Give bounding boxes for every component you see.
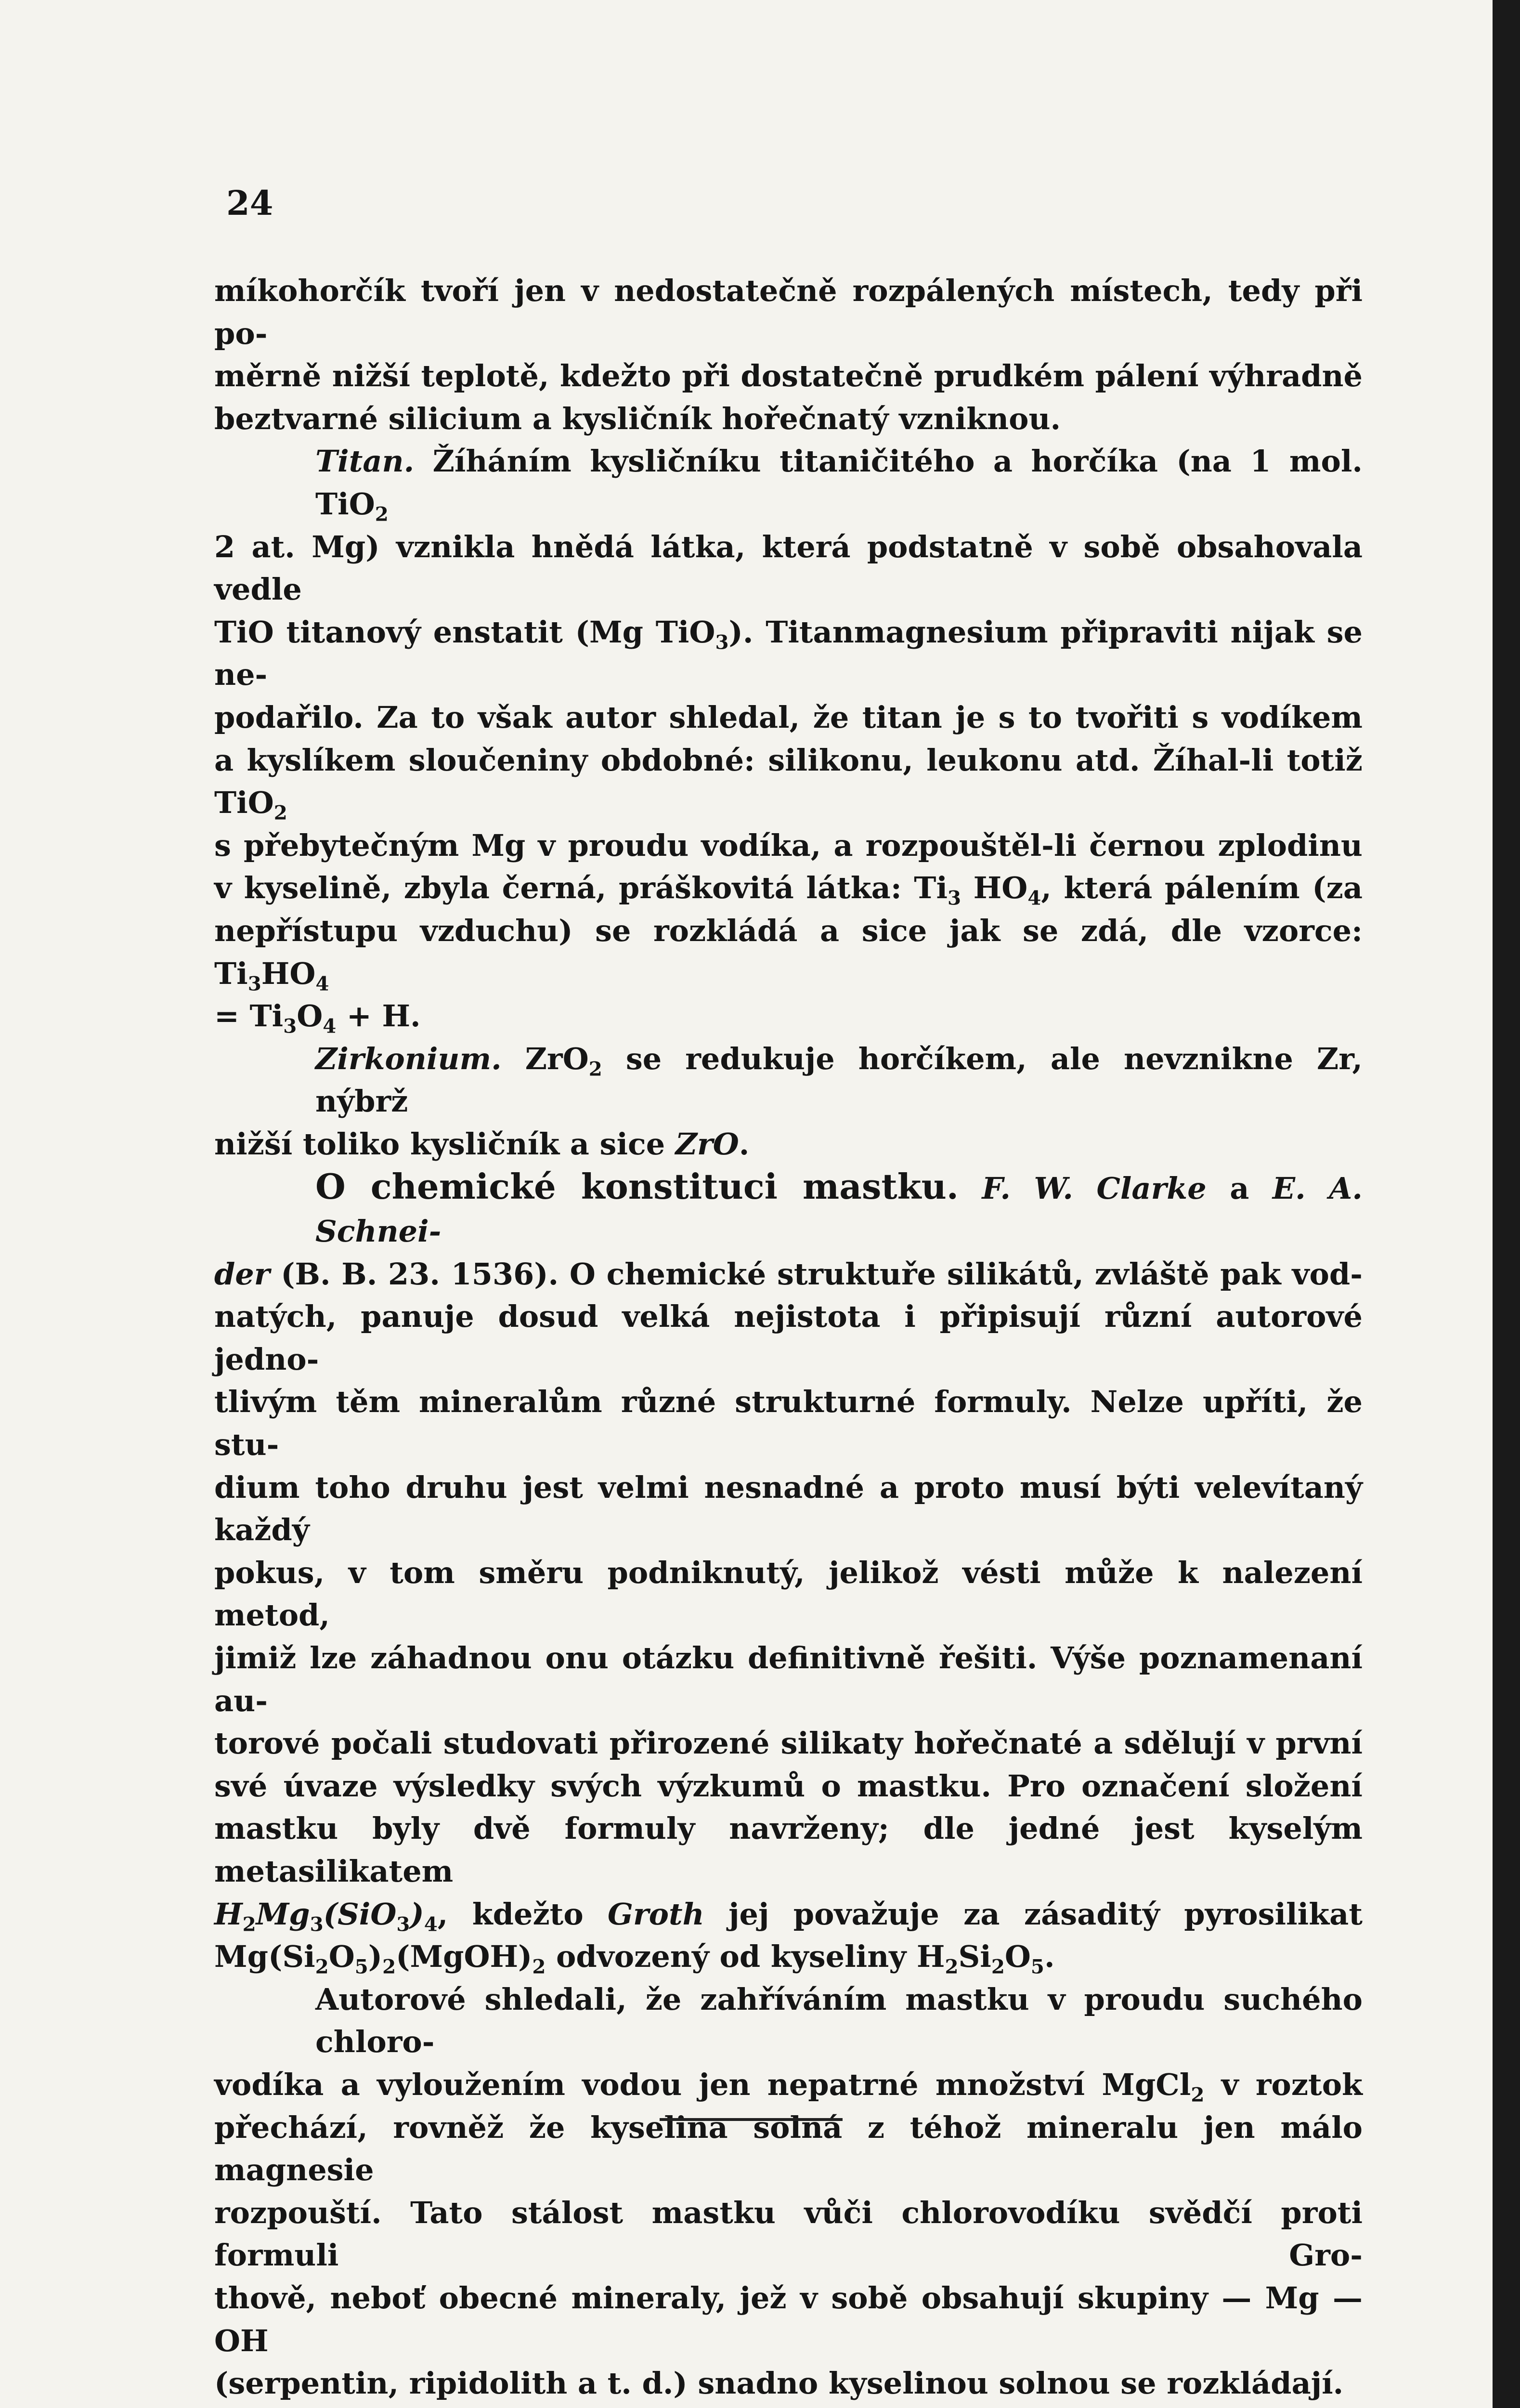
text-line: rozpouští. Tato stálost mastku vůči chlorovodíku svědčí proti formuli Gro- <box>214 2195 1363 2273</box>
text-line: thově, neboť obecné mineraly, jež v sobě obsahují skupiny — Mg — OH <box>214 2280 1363 2358</box>
text-line: Zirkonium. ZrO$_2$ se redukuje horčíkem, ale nevznikne Zr, nýbrž <box>315 1041 1363 1119</box>
text-line: = $Ti_3O_4 + H$. <box>214 998 421 1038</box>
text-line: dium toho druhu jest velmi nesnadné a proto musí býti velevítaný každý <box>214 1469 1363 1548</box>
end-rule <box>660 2118 843 2121</box>
text-line: v kyselině, zbyla černá, práškovitá látka: $Ti_3$ $HO_4$, která pálením (za <box>214 870 1363 910</box>
text-line: pokus, v tom směru podniknutý, jelikož vésti může k nalezení metod, <box>214 1555 1363 1633</box>
page-number: 24 <box>226 183 273 223</box>
author-schneider: E. A. Schnei- <box>315 1171 1363 1249</box>
section-heading-line: O chemické konstituci mastku. F. W. Clarke a E. A. Schnei- <box>315 1166 1363 1249</box>
text-line: své úvaze výsledky svých výzkumů o mastku. Pro označení složení <box>214 1768 1363 1804</box>
text-line: a kyslíkem sloučeniny obdobné: silikonu, leukonu atd. Žíhal-li totiž TiO$_2$ <box>214 742 1363 824</box>
section-heading: O chemické konstituci mastku. <box>315 1166 959 1207</box>
text-line <box>214 2405 1363 2408</box>
text-line: podařilo. Za to však autor shledal, že titan je s to tvořiti s vodíkem <box>214 699 1363 735</box>
text-line: tlivým těm mineralům různé strukturné formuly. Nelze upříti, že stu- <box>214 1384 1363 1463</box>
text-line: beztvarné silicium a kysličník hořečnatý vzniknou. <box>214 401 1061 436</box>
author-clarke: F. W. Clarke <box>982 1171 1207 1206</box>
text-line: TiO titanový enstatit (Mg TiO$_3$). Titanmagnesium připraviti nijak se ne- <box>214 614 1363 693</box>
section-label-zirkonium: Zirkonium. <box>315 1041 502 1076</box>
text-line: der (B. B. 23. 1536). O chemické struktuře silikátů, zvláště pak vod- <box>214 1256 1363 1292</box>
text-line: Autorové shledali, že zahříváním mastku v proudu suchého chloro- <box>315 1981 1363 2060</box>
text-line: přechází, rovněž že kyselina solná z téhož mineralu jen málo magnesie <box>214 2109 1363 2188</box>
text-line: nepřístupu vzduchu) se rozkládá a sice jak se zdá, dle vzorce: $Ti_3HO_4$ <box>214 913 1363 995</box>
text-line: měrně nižší teplotě, kdežto při dostatečně prudkém pálení výhradně <box>214 358 1363 394</box>
text-line: vodíka a vyloužením vodou jen nepatrné množství MgCl$_2$ v roztok <box>214 2067 1363 2107</box>
text-line: $H_2Mg_3(SiO_3)_4$, kdežto Groth jej považuje za zásaditý pyrosilikat <box>214 1896 1363 1936</box>
text-line: nižší toliko kysličník a sice ZrO. <box>214 1126 750 1162</box>
body-text <box>214 270 1363 2408</box>
text-line: 2 at. Mg) vznikla hnědá látka, která podstatně v sobě obsahovala vedle <box>214 529 1363 607</box>
text-line: (serpentin, ripidolith a t. d.) snadno kyselinou solnou se rozkládají. <box>214 2366 1344 2401</box>
section-label-titan: Titan. <box>315 444 415 479</box>
text-line: míkohorčík tvoří jen v nedostatečně rozpálených místech, tedy při po- <box>214 273 1363 351</box>
text-line: torové počali studovati přirozené silikaty hořečnaté a sdělují v první <box>214 1726 1363 1761</box>
text-line: s přebytečným Mg v proudu vodíka, a rozpouštěl-li černou zplodinu <box>214 827 1363 863</box>
text-line: mastku byly dvě formuly navrženy; dle jedné jest kyselým metasilikatem <box>214 1811 1363 1889</box>
text-line: jimiž lze záhadnou onu otázku definitivně řešiti. Výše poznamenaní au- <box>214 1640 1363 1718</box>
text-line: natých, panuje dosud velká nejistota i připisují různí autorové jedno- <box>214 1299 1363 1377</box>
text-line: Titan. Žíháním kysličníku titaničitého a horčíka (na 1 mol. TiO$_2$ <box>315 444 1363 526</box>
text-line: $Mg(Si_2O_5)_2(MgOH)_2$ odvozený od kyseliny $H_2Si_2O_5$. <box>214 1939 1055 1978</box>
